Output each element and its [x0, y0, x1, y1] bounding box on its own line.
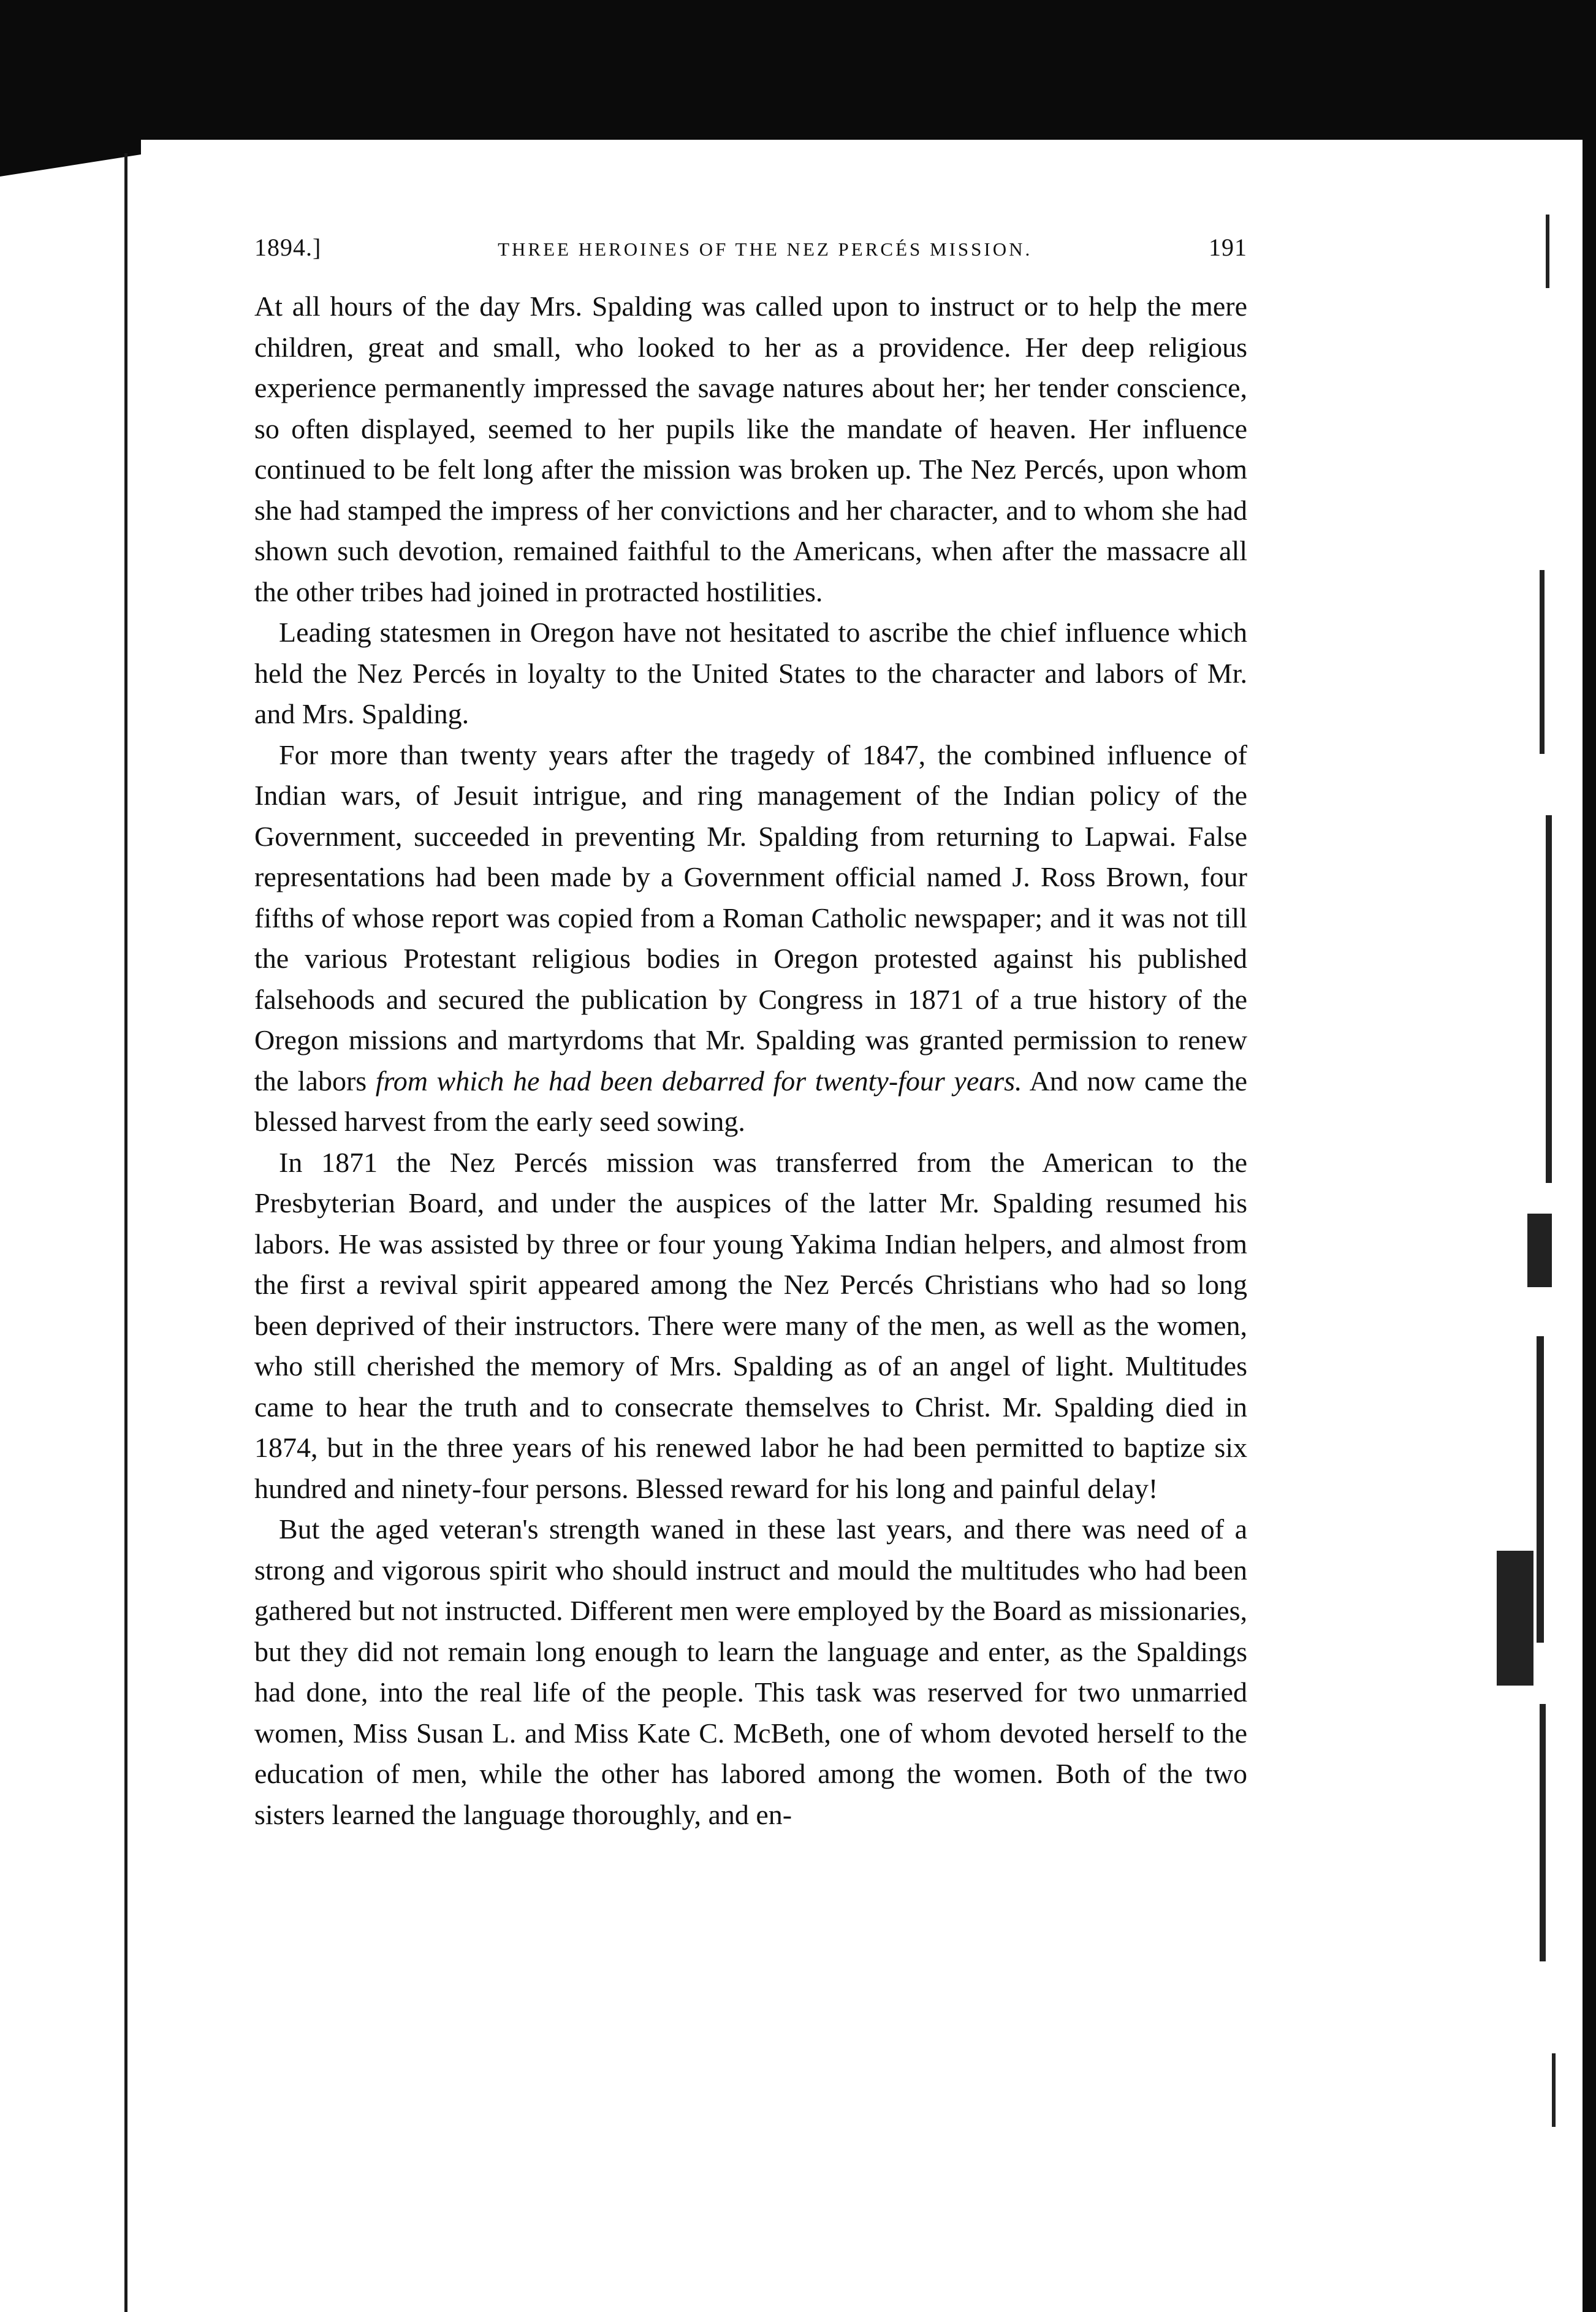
- scan-left-rule: [124, 153, 127, 2312]
- scan-right-edge: [1583, 0, 1596, 2312]
- paragraph-4: In 1871 the Nez Percés mission was transferred from the American to the Presbyterian Board, and under the auspices of the latter Mr. Spalding resumed his labors. He was assisted by three or four young Yakima Indian helpers, and almost from the first a revival spirit appeared among the Nez Percés Christians who had so long been deprived of their instructors. There were many of the men, as well as the women, who still cherished the memory of Mrs. Spalding as of an angel of light. Multitudes came to hear the truth and to consecrate themselves to Christ. Mr. Spalding died in 1874, but in the three years of his renewed labor he had been permitted to baptize six hundred and ninety-four persons. Blessed reward for his long and painful delay!: [254, 1146, 1247, 1504]
- paragraph-3: [254, 735, 1247, 1143]
- page-header: [254, 233, 1247, 262]
- page-number: 191: [1208, 234, 1247, 261]
- scan-top-band-edge: [0, 140, 141, 177]
- scan-top-band: [0, 0, 1596, 140]
- body-text: [254, 286, 1247, 1835]
- paragraph-3-part-2: And now came the blessed harvest from the early seed sowing.: [254, 1065, 1247, 1137]
- scan-bleed-through: [1454, 202, 1576, 2225]
- paragraph-1: At all hours of the day Mrs. Spalding was called upon to instruct or to help the mere children, great and small, who looked to her as a providence. Her deep religious experience permanently impressed the savage natures about her; her tender conscience, so often displayed, seemed to her pupils like the mandate of heaven. Her influence continued to be felt long after the mission was broken up. The Nez Percés, upon whom she had stamped the impress of her convictions and her character, and to whom she had shown such devotion, remained faithful to the Americans, when after the massacre all the other tribes had joined in protracted hostilities.: [254, 291, 1247, 607]
- running-head: THREE HEROINES OF THE NEZ PERCÉS MISSION.: [498, 238, 1033, 260]
- document-page: [254, 233, 1247, 1835]
- paragraph-2: Leading statesmen in Oregon have not hesitated to ascribe the chief influence which held the Nez Percés in loyalty to the United States to the character and labors of Mr. and Mrs. Spalding.: [254, 617, 1247, 729]
- paragraph-3-part-1: For more than twenty years after the tragedy of 1847, the combined influence of Indian wars, of Jesuit intrigue, and ring management of the Indian policy of the Government, succeeded in preventing Mr. Spalding from returning to Lapwai. False representations had been made by a Government official named J. Ross Brown, four fifths of whose report was copied from a Roman Catholic newspaper; and it was not till the various Protestant religious bodies in Oregon protested against his published falsehoods and secured the publication by Congress in 1871 of a true history of the Oregon missions and martyrdoms that Mr. Spalding was granted permission to renew the labors: [254, 739, 1247, 1097]
- paragraph-5: But the aged veteran's strength waned in these last years, and there was need of a strong and vigorous spirit who should instruct and mould the multitudes who had been gathered but not instructed. Different men were employed by the Board as missionaries, but they did not remain long enough to learn the language and enter, as the Spaldings had done, into the real life of the people. This task was reserved for two unmarried women, Miss Susan L. and Miss Kate C. McBeth, one of whom devoted herself to the education of men, while the other has labored among the women. Both of the two sisters learned the language thoroughly, and en-: [254, 1513, 1247, 1830]
- paragraph-3-italic: from which he had been debarred for twenty-four years.: [375, 1065, 1022, 1097]
- header-year: 1894.]: [254, 234, 322, 261]
